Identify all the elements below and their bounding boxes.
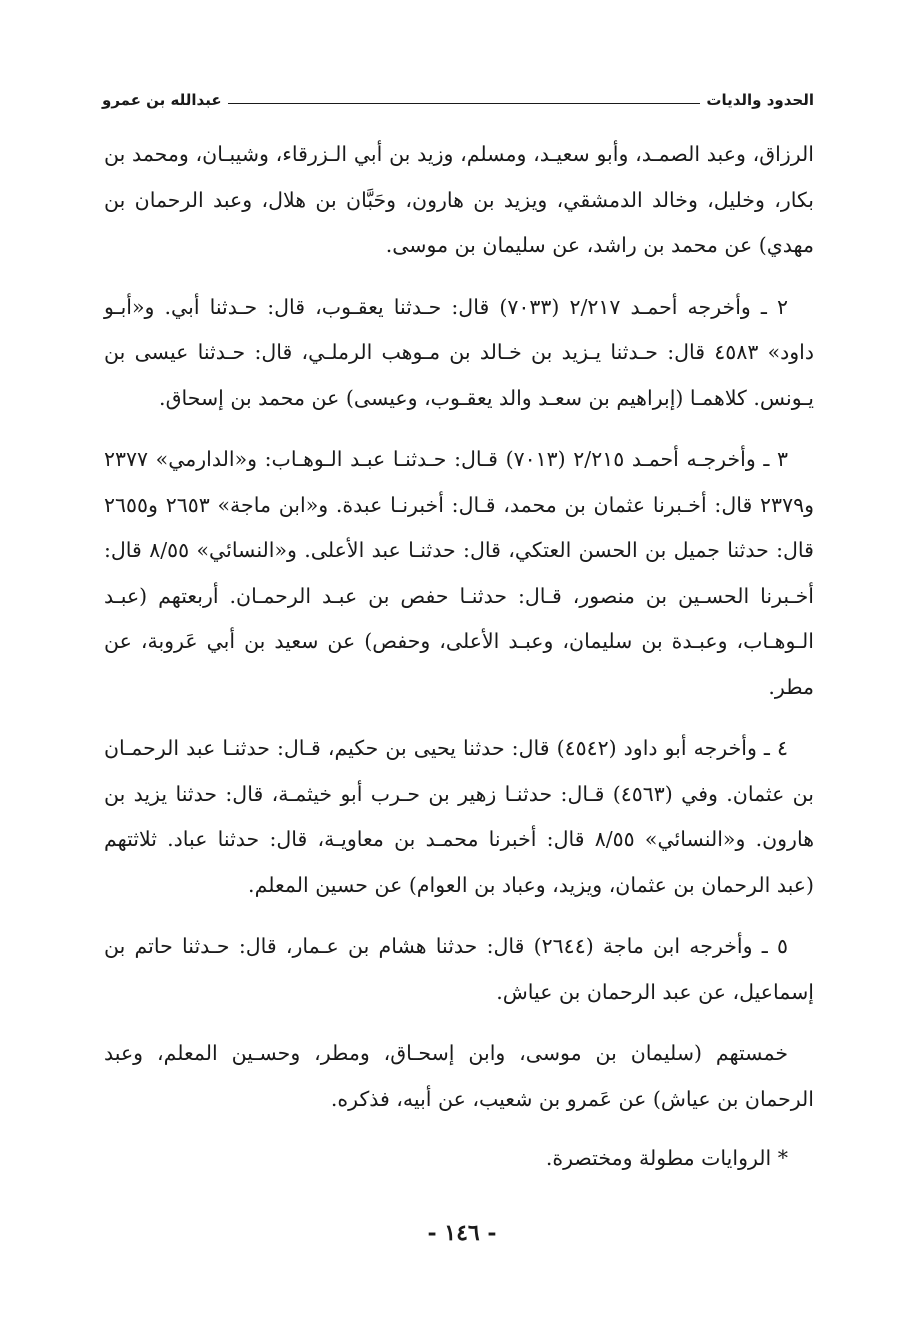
header-chapter-title: الحدود والديات	[706, 91, 814, 109]
paragraph-3: ٣ ـ وأخرجـه أحمـد ٢/٢١٥ (٧٠١٣) قـال: حـدثنـا عبـد الـوهـاب: و«الدارمي» ٢٣٧٧ و٢٣٧٩ قال: أخـبرنا عثمان بن محمد، قـال: أخبرنـا عبدة. و«ابن ماجة» ٢٦٥٣ و٢٦٥٥ قال: حدثنا جميل بن الحسن العتكي، قال: حدثنـا عبد الأعلى. و«النسائي» ٨/٥٥ قال: أخـبرنا الحسـين بن منصور، قـال: حدثنـا حفص بن عبـد الرحمـان. أربعتهم (عبـد الـوهـاب، وعبـدة بن سليمان، وعبـد الأعلى، وحفص) عن سعيد بن أبي عَروبة، عن مطر.	[104, 447, 814, 699]
header-section-title: عبدالله بن عمرو	[102, 91, 222, 109]
page-number: - ١٤٦ -	[427, 1220, 497, 1246]
paragraph-note: * الروايات مطولة ومختصرة.	[545, 1146, 788, 1170]
header-rule	[228, 103, 701, 104]
paragraph-summary: خمستهم (سليمان بن موسى، وابن إسحـاق، ومطر، وحسـين المعلم، وعبد الرحمان بن عياش) عن عَمرو بن شعيب، عن أبيه، فذكره.	[104, 1041, 814, 1111]
paragraph-2: ٢ ـ وأخرجه أحمـد ٢/٢١٧ (٧٠٣٣) قال: حـدثنا يعقـوب، قال: حـدثنا أبي. و«أبـو داود» ٤٥٨٣ قال: حـدثنا يـزيد بن خـالد بن مـوهب الرملـي، قال: حـدثنا عيسى بن يـونس. كلاهمـا (إبراهيم بن سعـد والد يعقـوب، وعيسى) عن محمد بن إسحاق.	[104, 294, 814, 410]
paragraph-continuation: الرزاق، وعبد الصمـد، وأبو سعيـد، ومسلم، وزيد بن أبي الـزرقاء، وشيبـان، ومحمد بن بكار، وخليل، وخالد الدمشقي، ويزيد بن هارون، وحَبَّان بن هلال، وعبد الرحمان بن مهدي) عن محمد بن راشد، عن سليمان بن موسى.	[104, 142, 814, 257]
paragraph-4: ٤ ـ وأخرجه أبو داود (٤٥٤٢) قال: حدثنا يحيى بن حكيم، قـال: حدثنـا عبد الرحمـان بن عثمان. وفي (٤٥٦٣) قـال: حدثنـا زهير بن حـرب أبو خيثمـة، قال: حدثنا يزيد بن هارون. و«النسائي» ٨/٥٥ قال: أخبرنا محمـد بن معاويـة، قال: حدثنا عباد. ثلاثتهم (عبد الرحمان بن عثمان، ويزيد، وعباد بن العوام) عن حسين المعلم.	[104, 736, 815, 897]
main-text	[104, 132, 814, 1198]
paragraph-5: ٥ ـ وأخرجه ابن ماجة (٢٦٤٤) قال: حدثنا هشام بن عـمار، قال: حـدثنا حاتم بن إسماعيل، عن عبد الرحمان بن عياش.	[104, 934, 814, 1004]
running-header	[102, 84, 814, 110]
